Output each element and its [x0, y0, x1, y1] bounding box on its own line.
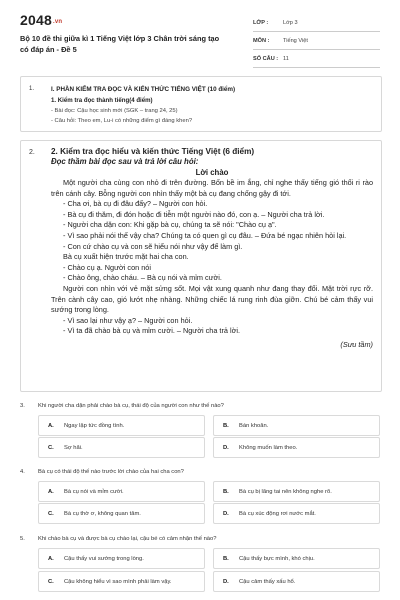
section-heading: 2. Kiểm tra đọc hiểu và kiến thức Tiếng Việt (6 điểm) — [51, 147, 255, 156]
meta-value: Lớp 3 — [283, 19, 298, 26]
section-subheading: Đọc thầm bài đọc sau và trả lời câu hỏi: — [51, 157, 199, 166]
meta-key: LỚP : — [253, 19, 269, 26]
meta-row-subject — [253, 32, 380, 50]
question-line: - Câu hỏi: Theo em, Lu-i có những điểm gì đáng khen? — [51, 118, 193, 124]
option-text: Bà cụ xúc động rơi nước mắt. — [239, 510, 316, 517]
answer-option-b[interactable] — [213, 481, 380, 502]
question-stem: Khi người cha dặn phải chào bà cụ, thái độ của người con như thế nào? — [38, 403, 224, 409]
option-text: Cậu không hiểu vì sao mình phải làm vậy. — [64, 578, 172, 585]
answer-option-a[interactable] — [38, 415, 205, 436]
answer-option-d[interactable] — [213, 437, 380, 458]
option-text: Bà cụ thờ ơ, không quan tâm. — [64, 510, 141, 517]
reading-line: - Bài đọc: Cậu học sinh mới (SGK – trang 24, 25) — [51, 108, 178, 114]
meta-value: 11 — [283, 55, 289, 62]
story-source: (Sưu tầm) — [340, 339, 373, 349]
question-body — [51, 86, 373, 124]
answer-option-a[interactable] — [38, 481, 205, 502]
story-paragraph: - Vì sao lại như vậy ạ? – Người con hỏi. — [63, 315, 193, 325]
question-number: 2. — [29, 149, 35, 156]
option-text: Ngay lập tức đồng tình. — [64, 422, 125, 429]
story-paragraph: - Vì sao phải nói thế vậy cha? Chúng ta có quen gì cụ đâu. – Đứa bé ngạc nhiên hỏi lại. — [63, 230, 347, 240]
option-letter: B. — [223, 422, 229, 429]
option-letter: B. — [223, 488, 229, 495]
story-title: Lời chào — [195, 168, 229, 177]
option-text: Không muốn làm theo. — [239, 444, 298, 451]
question-4 — [20, 469, 380, 533]
question-stem: Bà cụ có thái độ thế nào trước lời chào của hai cha con? — [38, 469, 184, 475]
option-letter: A. — [48, 488, 54, 495]
question-3 — [20, 403, 380, 467]
question-5 — [20, 536, 380, 598]
meta-row-grade — [253, 14, 380, 32]
story-paragraph: Bà cụ xuất hiện trước mặt hai cha con. — [63, 252, 189, 262]
meta-value: Tiếng Việt — [283, 37, 308, 44]
story-paragraph: Một người cha cùng con nhỏ đi trên đường. Bốn bề im ắng, chỉ nghe thấy tiếng gió thổi ri rào trên cánh cây. Bỗng người con nhìn thấy một bà cụ đang chống gậy đi tới. — [51, 178, 373, 198]
question-body — [51, 147, 373, 349]
story-paragraph: - Bà cụ đi thăm, đi đón hoặc đi tiễn một người nào đó, con ạ. – Người cha trả lời. — [63, 209, 325, 219]
site-logo[interactable] — [20, 12, 62, 28]
option-text: Cậu thấy vui sướng trong lòng. — [64, 555, 144, 562]
option-text: Bán khoăn. — [239, 422, 269, 429]
story-paragraph: - Chào ông, chào cháu. – Bà cụ nói và mỉm cười. — [63, 273, 222, 283]
option-text: Cậu cảm thấy xấu hổ. — [239, 578, 296, 585]
section-subheading: 1. Kiểm tra đọc thành tiếng(4 điểm) — [51, 97, 153, 104]
question-stem: Khi chào bà cụ và được bà cụ chào lại, cậu bé có cảm nhận thế nào? — [38, 536, 217, 542]
story-paragraph: - Cha ơi, bà cụ đi đâu đấy? – Người con hỏi. — [63, 199, 208, 209]
answer-option-b[interactable] — [213, 548, 380, 569]
question-number: 1. — [29, 86, 35, 92]
option-text: Bà cụ nói và mỉm cười. — [64, 488, 124, 495]
option-text: Cậu thấy bực mình, khó chịu. — [239, 555, 315, 562]
question-number: 4. — [20, 469, 25, 475]
option-letter: A. — [48, 555, 54, 562]
story-paragraph: - Vì ta đã chào bà cụ và mỉm cười. – Người cha trả lời. — [63, 326, 241, 336]
option-text: Sợ hãi. — [64, 444, 83, 451]
meta-row-question-count — [253, 50, 380, 68]
story-paragraph: - Chào cụ ạ. Người con nói — [63, 262, 151, 272]
answer-option-c[interactable] — [38, 503, 205, 524]
option-text: Bà cụ bị lãng tai nên không nghe rõ. — [239, 488, 332, 495]
answer-option-d[interactable] — [213, 503, 380, 524]
option-letter: C. — [48, 444, 54, 451]
story-paragraph: - Con cứ chào cụ và con sẽ hiểu nói như vậy để làm gì. — [63, 241, 243, 251]
option-letter: C. — [48, 578, 54, 585]
meta-key: MÔN : — [253, 37, 270, 44]
section-heading: I. PHẦN KIỂM TRA ĐỌC VÀ KIẾN THỨC TIẾNG VIỆT (10 điểm) — [51, 86, 236, 93]
question-number: 5. — [20, 536, 25, 542]
logo-text: 2048 — [20, 12, 52, 28]
answer-option-c[interactable] — [38, 437, 205, 458]
meta-key: SỐ CÂU : — [253, 55, 279, 62]
option-letter: A. — [48, 422, 54, 429]
question-2-box — [20, 140, 382, 392]
document-meta — [253, 14, 380, 68]
answer-option-b[interactable] — [213, 415, 380, 436]
option-letter: B. — [223, 555, 229, 562]
question-number: 3. — [20, 403, 25, 409]
story-paragraph: Người con nhìn với vẻ mặt sửng sốt. Mọi vật xung quanh như đang thay đổi. Mặt trời rực rỡ. Trên cành cây cao, gió lướt nhẹ nhàng. Những chiếc lá rung rinh đùa giỡn. Chú bé cảm thấy vui sướng trong lòng. — [51, 283, 373, 315]
option-letter: C. — [48, 510, 54, 517]
option-letter: D. — [223, 578, 229, 585]
answer-option-c[interactable] — [38, 571, 205, 592]
answer-option-d[interactable] — [213, 571, 380, 592]
story-text — [51, 178, 373, 337]
story-paragraph: - Người cha dặn con: Khi gặp bà cụ, chúng ta sẽ nói: "Chào cụ ạ". — [63, 220, 277, 230]
document-title: Bộ 10 đề thi giữa kì 1 Tiếng Việt lớp 3 Chân trời sáng tạo có đáp án - Đề 5 — [20, 34, 220, 54]
question-1-box — [20, 76, 382, 132]
logo-suffix: .vn — [52, 19, 63, 25]
option-letter: D. — [223, 444, 229, 451]
answer-option-a[interactable] — [38, 548, 205, 569]
option-letter: D. — [223, 510, 229, 517]
